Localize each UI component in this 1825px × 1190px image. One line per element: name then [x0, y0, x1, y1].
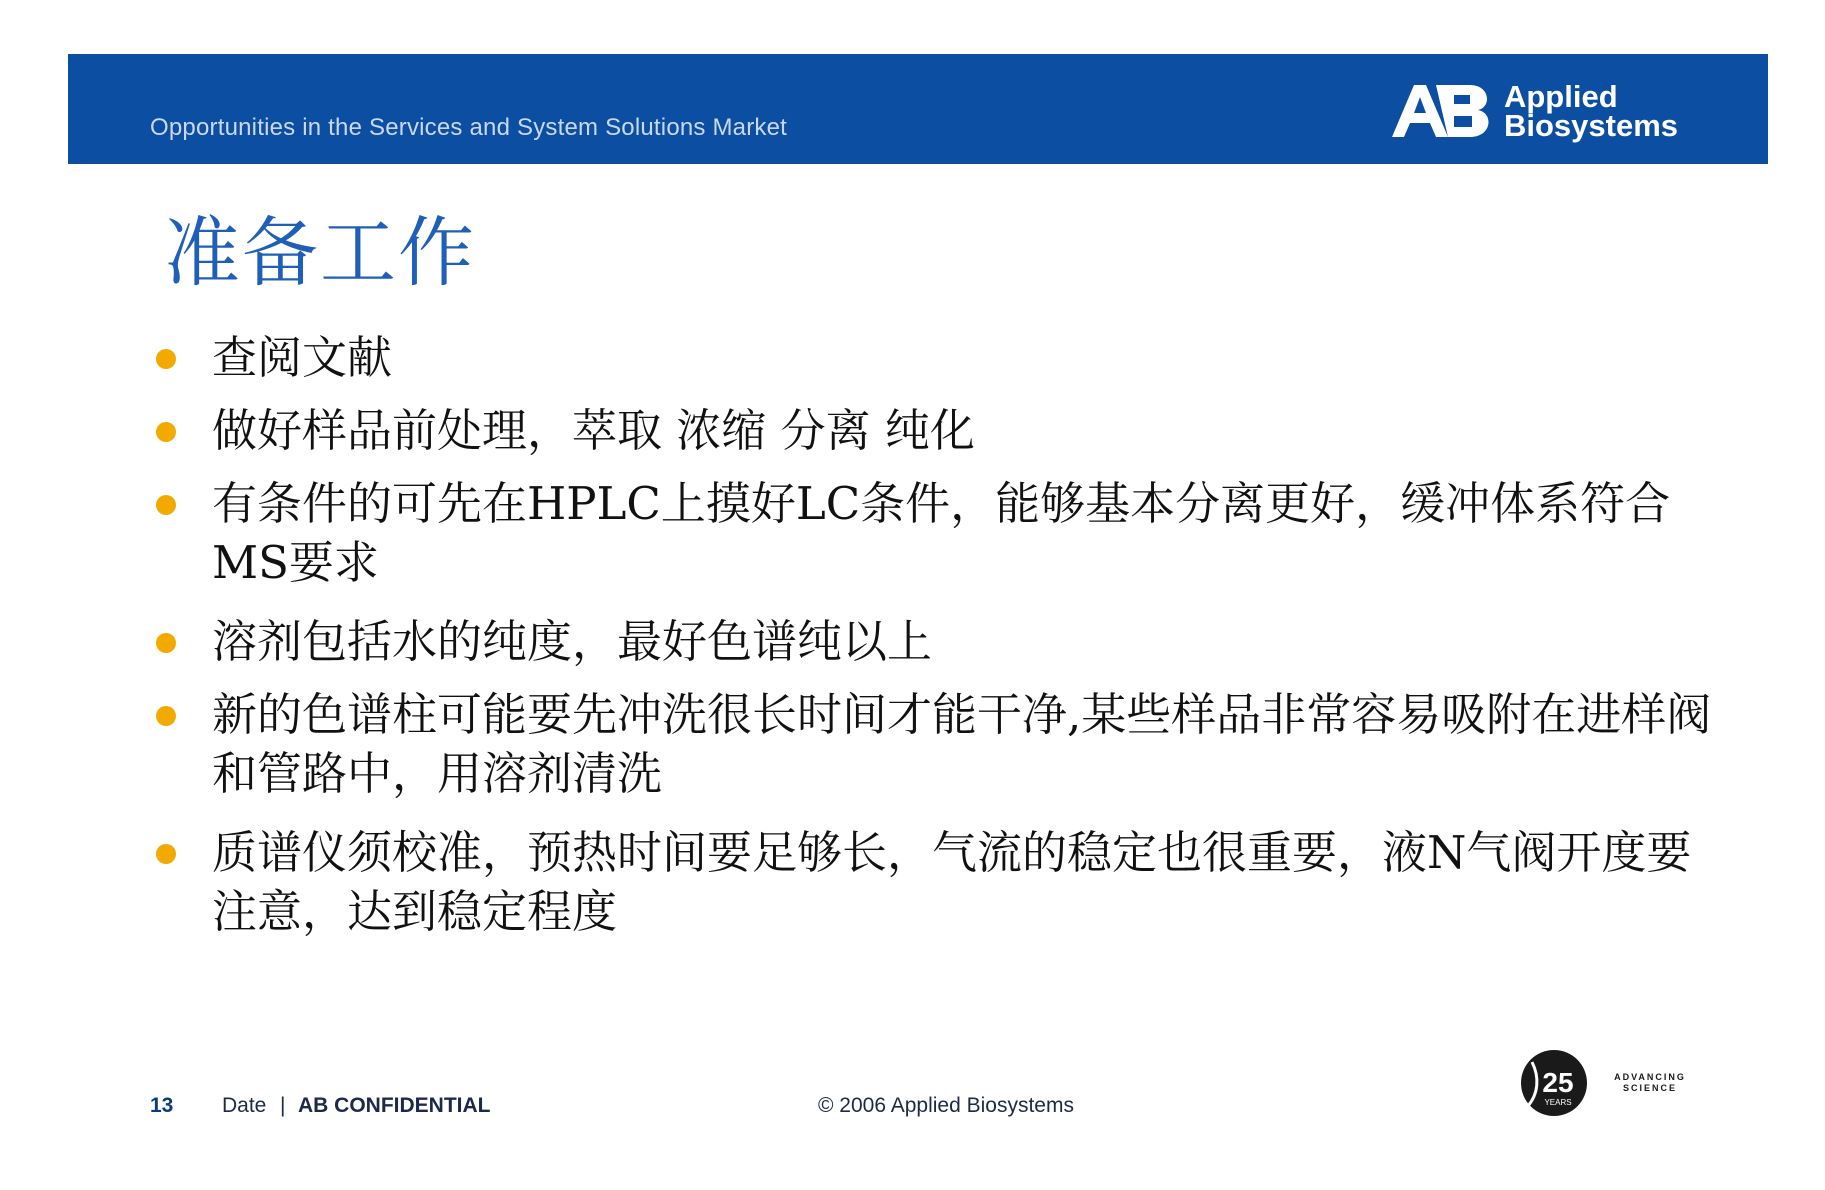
- logo-line-applied: Applied: [1503, 79, 1618, 114]
- anniversary-number: 25: [1542, 1067, 1574, 1098]
- bullet-item: [156, 328, 1716, 387]
- bullet-text: 质谱仪须校准，预热时间要足够长，气流的稳定也很重要，液N气阀开度要注意，达到稳定程度: [212, 826, 1692, 938]
- bullet-item: [156, 401, 1716, 460]
- bullet-text: 新的色谱柱可能要先冲洗很长时间才能干净,某些样品非常容易吸附在进样阀和管路中，用溶剂清洗: [212, 688, 1712, 800]
- footer-date: Date: [222, 1094, 267, 1117]
- bullet-dot-icon: [156, 844, 176, 864]
- bullet-item: [156, 474, 1716, 592]
- bullet-text: 查阅文献: [212, 331, 393, 384]
- bullet-dot-icon: [156, 706, 176, 726]
- bullet-dot-icon: [156, 633, 176, 653]
- header-bar: [68, 54, 1768, 164]
- footer-copyright: © 2006 Applied Biosystems: [818, 1094, 1074, 1117]
- bullet-item: [156, 612, 1716, 671]
- bullet-text: 有条件的可先在HPLC上摸好LC条件，能够基本分离更好，缓冲体系符合MS要求: [212, 477, 1671, 589]
- anniversary-years: YEARS: [1544, 1098, 1572, 1107]
- bullet-list: [156, 328, 1716, 955]
- page-title: 准备工作: [164, 208, 476, 297]
- bullet-text: 做好样品前处理，萃取 浓缩 分离 纯化: [212, 404, 975, 457]
- anniversary-25-years-logo-icon: [1518, 1048, 1694, 1118]
- logo-text: [1503, 79, 1678, 143]
- page-number: 13: [150, 1094, 174, 1117]
- bullet-dot-icon: [156, 422, 176, 442]
- header-subtitle: Opportunities in the Services and System Solutions Market: [150, 114, 788, 141]
- footer-confidential: AB CONFIDENTIAL: [298, 1094, 491, 1117]
- footer-separator: |: [280, 1094, 286, 1117]
- bullet-item: [156, 685, 1716, 803]
- applied-biosystems-logo: [1392, 79, 1678, 143]
- ab-logo-mark-icon: [1392, 83, 1496, 139]
- bullet-item: [156, 823, 1716, 941]
- anniversary-science: SCIENCE: [1622, 1083, 1678, 1093]
- anniversary-advancing: ADVANCING: [1614, 1072, 1686, 1082]
- bullet-text: 溶剂包括水的纯度，最好色谱纯以上: [212, 615, 933, 668]
- bullet-dot-icon: [156, 349, 176, 369]
- logo-line-biosystems: Biosystems: [1503, 108, 1678, 143]
- bullet-dot-icon: [156, 495, 176, 515]
